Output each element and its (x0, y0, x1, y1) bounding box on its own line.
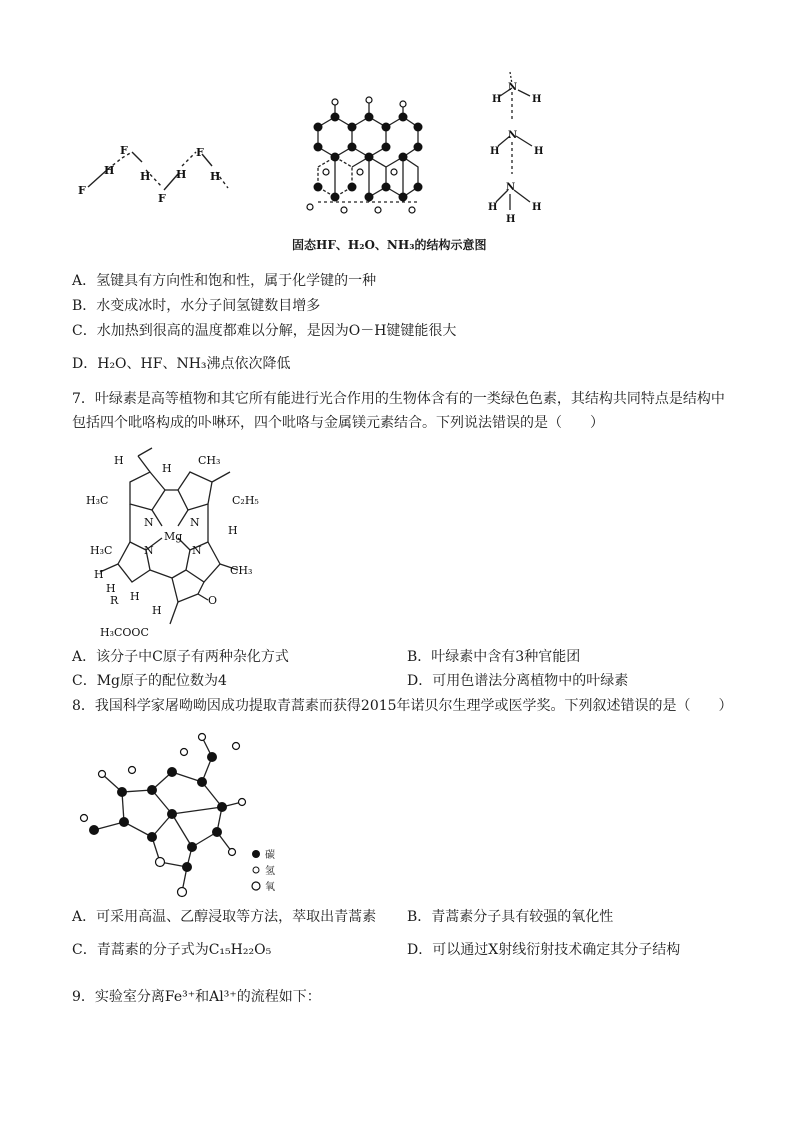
option-text: 可用色谱法分离植物中的叶绿素 (432, 673, 629, 689)
question-number: 8． (72, 698, 95, 714)
q8-option-d (407, 941, 680, 959)
chem-label: H (106, 582, 116, 595)
chem-label: H (130, 590, 140, 603)
artemisinin-structure-figure (72, 722, 292, 902)
option-text: 水加热到很高的温度都难以分解，是因为O－H键键能很大 (96, 323, 457, 339)
option-letter: B． (407, 909, 432, 925)
q6-option-d (72, 355, 291, 373)
q6-option-c (72, 322, 456, 340)
nh3-atom: N (508, 82, 518, 93)
option-letter: C． (72, 323, 97, 339)
nh3-atom: N (508, 130, 518, 141)
q6-option-a (72, 272, 376, 290)
q7-option-d (407, 672, 628, 690)
chem-label: N (144, 516, 154, 529)
q7-stem-line2: 包括四个吡咯构成的卟啉环，四个吡咯与金属镁元素结合。下列说法错误的是（ ） (72, 415, 604, 431)
q8-option-b (407, 908, 613, 926)
option-text: H₂O、HF、NH₃沸点依次降低 (97, 356, 291, 372)
chem-label: H₃COOC (100, 626, 149, 639)
question-stem: 实验室分离Fe³⁺和Al³⁺的流程如下： (94, 989, 321, 1005)
nh3-atom: H (534, 146, 544, 157)
hf-atom: H (176, 168, 187, 181)
q7-option-b (407, 648, 580, 666)
nh3-atom: H (492, 94, 502, 105)
question-stem: 叶绿素是高等植物和其它所有能进行光合作用的生物体含有的一类绿色色素，其结构共同特点是结构中 (94, 391, 725, 407)
q8-stem (72, 697, 733, 715)
hf-atom: F (196, 146, 204, 159)
q8-option-c (72, 941, 271, 959)
hf-atom: F (158, 192, 166, 205)
legend-carbon: 碳 (265, 850, 275, 861)
hf-atom: H (210, 170, 221, 183)
chem-label: H₃C (86, 494, 109, 507)
option-text: 可采用高温、乙醇浸取等方法，萃取出青蒿素 (96, 909, 377, 925)
option-letter: B． (407, 649, 432, 665)
q9-stem (72, 988, 321, 1006)
option-letter: D． (407, 673, 433, 689)
nh3-atom: H (532, 202, 542, 213)
hf-atom: H (104, 164, 115, 177)
legend-oxygen: 氧 (265, 882, 275, 893)
chem-label: H (114, 454, 124, 467)
q7-option-a (72, 648, 289, 666)
q8-option-a (72, 908, 376, 926)
figure-hf-h2o-nh3 (60, 62, 580, 262)
option-text: 青蒿素分子具有较强的氧化性 (431, 909, 614, 925)
chem-label: C₂H₅ (232, 494, 259, 507)
option-text: 水变成冰时，水分子间氢键数目增多 (96, 298, 321, 314)
option-text: 叶绿素中含有3种官能团 (431, 649, 581, 665)
chem-label: R (110, 594, 119, 607)
nh3-atom: H (490, 146, 500, 157)
option-letter: A． (72, 909, 97, 925)
chem-label: CH₃ (198, 454, 221, 467)
chem-label: H (94, 568, 104, 581)
chem-label: O (208, 594, 218, 607)
artemisinin-ball-stick-diagram (72, 722, 292, 902)
chem-label: N (190, 516, 200, 529)
chem-label: H (228, 524, 238, 537)
atom-legend (252, 848, 275, 893)
q7-stem-line1 (72, 390, 725, 408)
nh3-atom: N (506, 182, 516, 193)
chem-label: H (162, 462, 172, 475)
chlorophyll-diagram (80, 442, 280, 642)
chem-label: N (192, 544, 202, 557)
chem-label: CH₃ (230, 564, 253, 577)
question-number: 7． (72, 391, 95, 407)
legend-hydrogen: 氢 (265, 866, 275, 877)
figure1-caption: 固态HF、H₂O、NH₃的结构示意图 (292, 238, 487, 252)
chem-label: H (152, 604, 162, 617)
option-letter: A． (72, 649, 97, 665)
chlorophyll-structure-figure (80, 442, 280, 642)
hf-atom: H (140, 170, 151, 183)
nh3-atom: H (488, 202, 498, 213)
option-letter: A． (72, 273, 97, 289)
question-stem: 我国科学家屠呦呦因成功提取青蒿素而获得2015年诺贝尔生理学或医学奖。下列叙述错误的是（ ） (94, 698, 733, 714)
nh3-atom: H (532, 94, 542, 105)
option-text: 氢键具有方向性和饱和性，属于化学键的一种 (96, 273, 377, 289)
chem-label: H₃C (90, 544, 113, 557)
option-letter: B． (72, 298, 97, 314)
option-text: 青蒿素的分子式为C₁₅H₂₂O₅ (96, 942, 272, 958)
chem-label: N (144, 544, 154, 557)
option-letter: C． (72, 673, 97, 689)
chem-label: Mg (164, 530, 183, 543)
hf-atom: F (78, 184, 86, 197)
option-text: 该分子中C原子有两种杂化方式 (96, 649, 289, 665)
q7-option-c (72, 672, 227, 690)
hbond-structure-diagram (60, 62, 580, 262)
option-text: Mg原子的配位数为4 (96, 673, 227, 689)
q6-option-b (72, 297, 320, 315)
option-letter: C． (72, 942, 97, 958)
option-letter: D． (407, 942, 433, 958)
option-text: 可以通过X射线衍射技术确定其分子结构 (432, 942, 681, 958)
option-letter: D． (72, 356, 98, 372)
nh3-atom: H (506, 214, 516, 225)
hf-atom: F (120, 144, 128, 157)
question-number: 9． (72, 989, 95, 1005)
